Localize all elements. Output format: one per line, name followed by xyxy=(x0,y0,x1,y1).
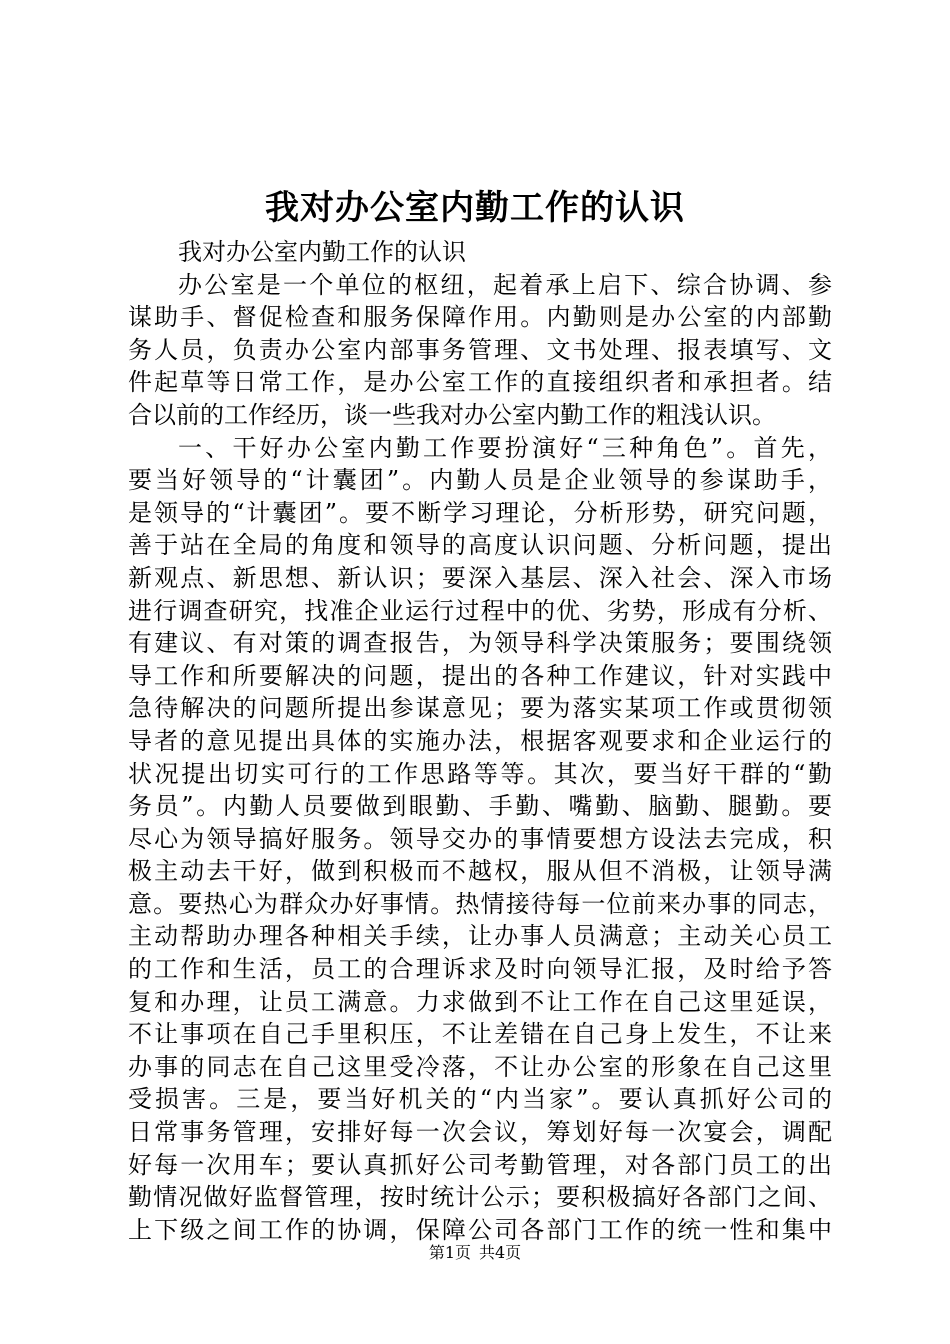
body-line: 状况提出切实可行的工作思路等等。其次，要当好干群的“勤 xyxy=(128,759,832,788)
body-line: 尽心为领导搞好服务。领导交办的事情要想方设法去完成，积 xyxy=(128,824,832,853)
document-title: 我对办公室内勤工作的认识 xyxy=(265,188,685,228)
page-total: 共4页 xyxy=(479,1243,522,1262)
body-line: 不让事项在自己手里积压，不让差错在自己身上发生，不让来 xyxy=(128,1020,832,1049)
body-line: 办公室是一个单位的枢纽，起着承上启下、综合协调、参 xyxy=(178,270,832,299)
body-line: 进行调查研究，找准企业运行过程中的优、劣势，形成有分析、 xyxy=(128,596,832,625)
body-line: 导者的意见提出具体的实施办法，根据客观要求和企业运行的 xyxy=(128,726,832,755)
body-line: 导工作和所要解决的问题，提出的各种工作建议，针对实践中 xyxy=(128,661,832,690)
body-line: 谋助手、督促检查和服务保障作用。内勤则是办公室的内部勤 xyxy=(128,303,832,332)
body-line: 是领导的“计囊团”。要不断学习理论，分析形势，研究问题， xyxy=(128,498,832,527)
body-line: 合以前的工作经历，谈一些我对办公室内勤工作的粗浅认识。 xyxy=(128,400,776,429)
body-line: 善于站在全局的角度和领导的高度认识问题、分析问题，提出 xyxy=(128,531,832,560)
body-line: 的工作和生活，员工的合理诉求及时向领导汇报，及时给予答 xyxy=(128,955,832,984)
body-line: 要当好领导的“计囊团”。内勤人员是企业领导的参谋助手， xyxy=(128,466,832,495)
body-line: 勤情况做好监督管理，按时统计公示；要积极搞好各部门之间、 xyxy=(128,1183,832,1212)
body-line: 务员”。内勤人员要做到眼勤、手勤、嘴勤、脑勤、腿勤。要 xyxy=(128,792,832,821)
body-line: 日常事务管理，安排好每一次会议，筹划好每一次宴会，调配 xyxy=(128,1118,832,1147)
body-line: 主动帮助办理各种相关手续，让办事人员满意；主动关心员工 xyxy=(128,922,832,951)
body-line: 我对办公室内勤工作的认识 xyxy=(178,238,466,266)
body-line: 复和办理，让员工满意。力求做到不让工作在自己这里延误， xyxy=(128,987,832,1016)
body-line: 意。要热心为群众办好事情。热情接待每一位前来办事的同志， xyxy=(128,889,832,918)
body-line: 件起草等日常工作，是办公室工作的直接组织者和承担者。结 xyxy=(128,368,832,397)
body-line: 极主动去干好，做到积极而不越权，服从但不消极，让领导满 xyxy=(128,857,832,886)
body-line: 受损害。三是，要当好机关的“内当家”。要认真抓好公司的 xyxy=(128,1085,832,1114)
page-number: 第1页 xyxy=(428,1243,471,1262)
body-line: 务人员，负责办公室内部事务管理、文书处理、报表填写、文 xyxy=(128,335,832,364)
body-line: 有建议、有对策的调查报告，为领导科学决策服务；要围绕领 xyxy=(128,629,832,658)
body-line: 办事的同志在自己这里受冷落，不让办公室的形象在自己这里 xyxy=(128,1052,832,1081)
page-footer xyxy=(0,1242,950,1264)
body-line: 新观点、新思想、新认识；要深入基层、深入社会、深入市场 xyxy=(128,563,832,592)
body-line: 急待解决的问题所提出参谋意见；要为落实某项工作或贯彻领 xyxy=(128,694,832,723)
body-line: 一、干好办公室内勤工作要扮演好“三种角色”。首先， xyxy=(178,433,832,462)
body-line: 好每一次用车；要认真抓好公司考勤管理，对各部门员工的出 xyxy=(128,1150,832,1179)
body-line: 上下级之间工作的协调，保障公司各部门工作的统一性和集中 xyxy=(128,1215,832,1244)
document-body xyxy=(128,236,832,1246)
